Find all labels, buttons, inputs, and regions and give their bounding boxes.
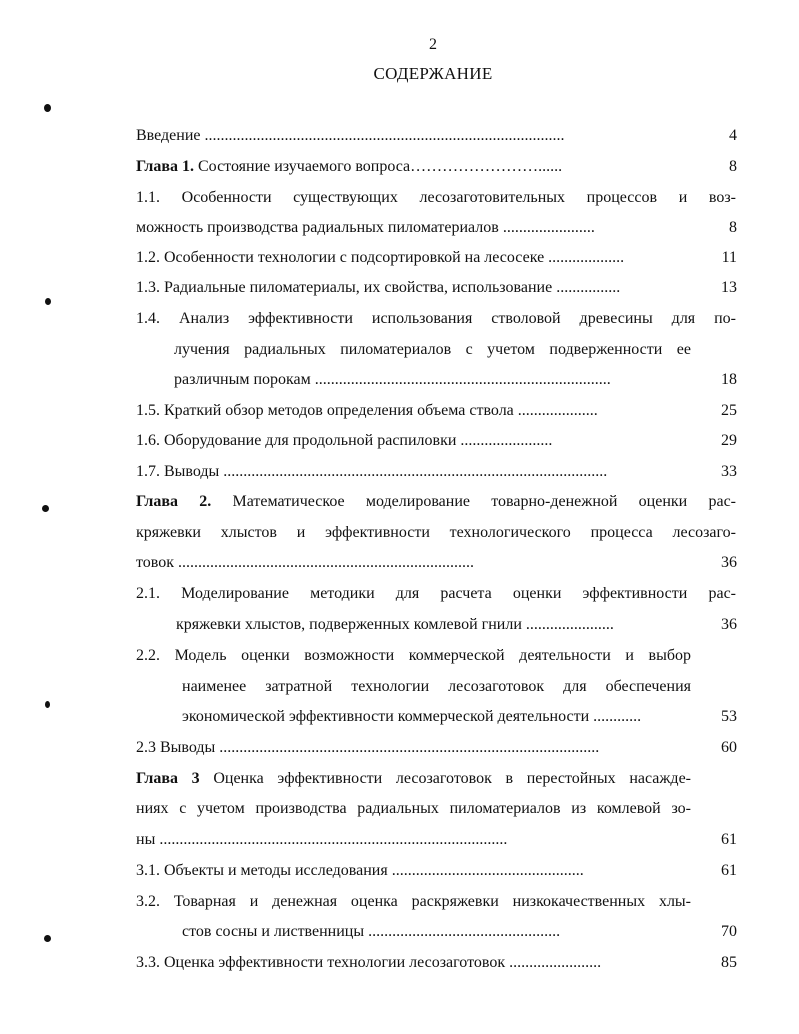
toc-entry-text: 2.1. Моделирование методики для расчета оценки эффективности рас-	[136, 585, 736, 602]
toc-entry-text: 3.3. Оценка эффективности технологии лесозаготовок .......................	[136, 954, 602, 971]
toc-entry-3-2	[0, 890, 799, 914]
toc-entry-2-3	[0, 736, 799, 760]
toc-entry-3-1	[0, 859, 799, 883]
toc-entry-2-2-cont2	[0, 705, 799, 729]
chapter-label: Глава 1.	[136, 158, 194, 175]
toc-entry-page: 61	[721, 862, 737, 879]
toc-entry-text: Состояние изучаемого вопроса……………………......	[194, 158, 563, 175]
toc-entry-page: 36	[721, 554, 737, 571]
toc-entry-3-2-cont	[0, 920, 799, 944]
toc-entry-text: кряжевки хлыстов, подверженных комлевой гнили ......................	[176, 616, 614, 633]
toc-entry-text: ны .......................................................................................	[136, 831, 508, 848]
toc-entry-page: 4	[729, 127, 737, 144]
toc-entry-page: 18	[721, 371, 737, 388]
toc-entry-page: 8	[729, 158, 737, 175]
toc-entry-page: 25	[721, 402, 737, 419]
scan-speck	[44, 104, 51, 112]
toc-entry-text: экономической эффективности коммерческой деятельности ............	[182, 708, 642, 725]
toc-entry-page: 8	[729, 219, 737, 236]
toc-entry-2-1	[0, 582, 799, 606]
toc-entry-text: ниях с учетом производства радиальных пиломатериалов из комлевой зо-	[136, 800, 691, 817]
toc-entry-page: 11	[721, 249, 737, 266]
toc-entry-1-5	[0, 399, 799, 423]
toc-entry-chapter-1	[0, 155, 799, 179]
toc-entry-text: 3.2. Товарная и денежная оценка раскряжевки низкокачественных хлы-	[136, 893, 691, 910]
toc-entry-text: 1.3. Радиальные пиломатериалы, их свойства, использование ................	[136, 279, 621, 296]
scan-speck	[45, 701, 50, 708]
toc-entry-1-7	[0, 460, 799, 484]
toc-entry-1-6	[0, 429, 799, 453]
toc-entry-1-4-cont2	[0, 368, 799, 392]
toc-entry-text: различным порокам ..........................................................................	[174, 371, 611, 388]
toc-entry-page: 53	[721, 708, 737, 725]
toc-entry-2-2	[0, 644, 799, 668]
toc-entry-chapter-2-cont	[0, 521, 799, 545]
toc-entry-2-2-cont	[0, 675, 799, 699]
toc-entry-1-4	[0, 307, 799, 331]
toc-entry-text: 1.1. Особенности существующих лесозаготовительных процессов и воз-	[136, 189, 736, 206]
toc-entry-1-4-cont	[0, 338, 799, 362]
page-title: СОДЕРЖАНИЕ	[373, 64, 493, 83]
toc-entry-page: 85	[721, 954, 737, 971]
toc-entry-1-1	[0, 186, 799, 210]
toc-entry-page: 33	[721, 463, 737, 480]
toc-entry-text: Введение ..........................................................................................	[136, 127, 565, 144]
toc-entry-page: 60	[721, 739, 737, 756]
toc-entry-text: наименее затратной технологии лесозаготовок для обеспечения	[182, 678, 691, 695]
toc-entry-text: 1.2. Особенности технологии с подсортировкой на лесосеке ...................	[136, 249, 625, 266]
toc-entry-text: 1.7. Выводы ................................................................................................	[136, 463, 608, 480]
chapter-label: Глава 2.	[136, 493, 212, 510]
toc-entry-chapter-2	[0, 490, 799, 514]
toc-entry-text: 2.2. Модель оценки возможности коммерческой деятельности и выбор	[136, 647, 691, 664]
page-number: 2	[429, 36, 437, 53]
toc-entry-page: 29	[721, 432, 737, 449]
toc-entry-page: 61	[721, 831, 737, 848]
toc-entry-text: кряжевки хлыстов и эффективности технологического процесса лесозаго-	[136, 524, 736, 541]
toc-entry-page: 70	[721, 923, 737, 940]
toc-entry-text: Математическое моделирование товарно-денежной оценки рас-	[211, 493, 736, 510]
toc-entry-text: товок ..........................................................................	[136, 554, 474, 571]
toc-entry-text: 1.5. Краткий обзор методов определения объема ствола ....................	[136, 402, 598, 419]
toc-entry-text: лучения радиальных пиломатериалов с учетом подверженности ее	[174, 341, 691, 358]
toc-entry-2-1-cont	[0, 613, 799, 637]
toc-entry-chapter-2-cont2	[0, 551, 799, 575]
toc-entry-text: стов сосны и лиственницы ................................................	[182, 923, 561, 940]
scan-speck	[45, 298, 51, 305]
toc-entry-text: 3.1. Объекты и методы исследования ................................................	[136, 862, 584, 879]
toc-entry-chapter-3	[0, 767, 799, 791]
scan-speck	[42, 505, 49, 512]
toc-entry-text: 1.6. Оборудование для продольной распиловки .......................	[136, 432, 553, 449]
toc-entry-3-3	[0, 951, 799, 975]
toc-entry-1-3	[0, 276, 799, 300]
toc-entry-chapter-3-cont	[0, 797, 799, 821]
toc-entry-page: 36	[721, 616, 737, 633]
toc-entry-text: 1.4. Анализ эффективности использования стволовой древесины для по-	[136, 310, 736, 327]
toc-entry-1-2	[0, 246, 799, 270]
toc-entry-chapter-3-cont2	[0, 828, 799, 852]
toc-entry-page: 13	[721, 279, 737, 296]
chapter-label: Глава 3	[136, 770, 200, 787]
toc-entry-text: Оценка эффективности лесозаготовок в перестойных насажде-	[199, 770, 691, 787]
toc-entry-text: можность производства радиальных пиломатериалов .......................	[136, 219, 595, 236]
scan-speck	[44, 935, 51, 942]
toc-entry-text: 2.3 Выводы ...............................................................................................	[136, 739, 600, 756]
toc-entry-intro	[0, 124, 799, 148]
toc-entry-1-1-cont	[0, 216, 799, 240]
